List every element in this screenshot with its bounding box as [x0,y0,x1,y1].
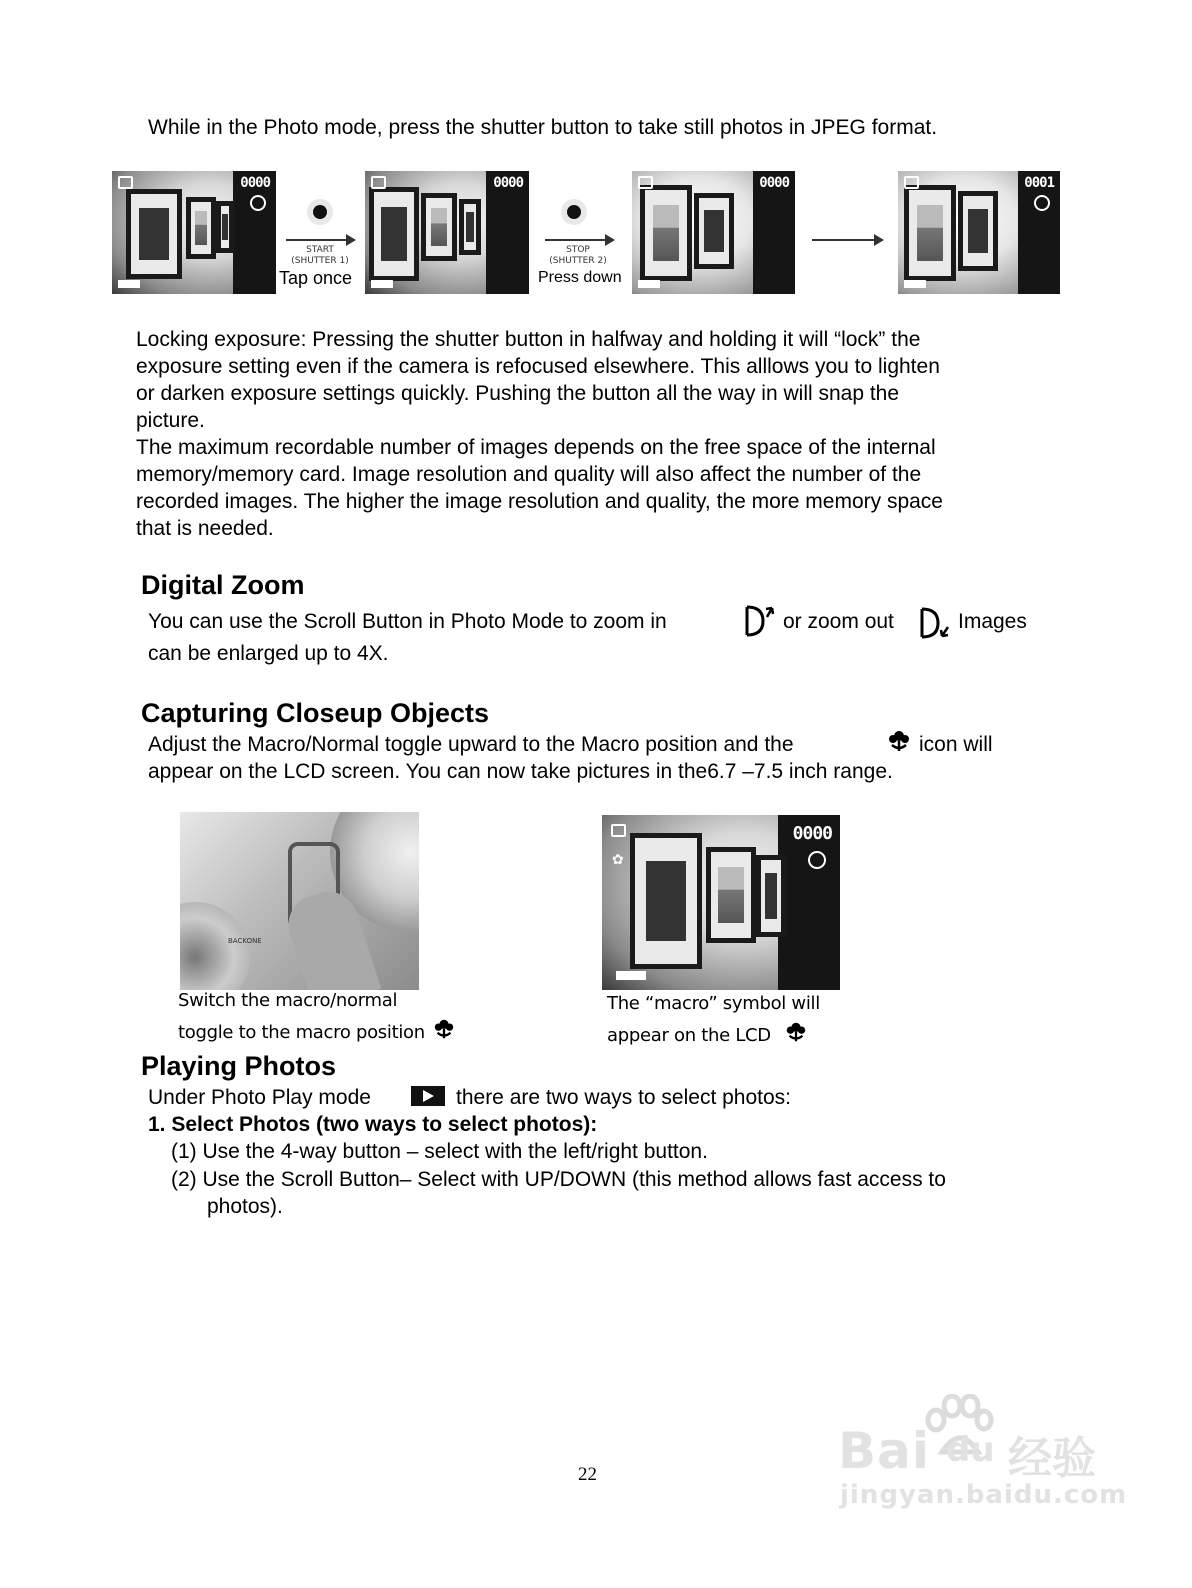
zoom-text-line2: can be enlarged up to 4X. [148,642,389,665]
arrow-icon [545,239,607,241]
playing-text-line1a: Under Photo Play mode [148,1086,371,1109]
lcd-screen-4: 0001 [898,171,1060,294]
closeup-text-line1a: Adjust the Macro/Normal toggle upward to the Macro position and the [148,733,794,756]
zoom-text-part1: You can use the Scroll Button in Photo Mode to zoom in [148,610,667,633]
page-number: 22 [578,1464,597,1485]
text-line: recorded images. The higher the image resolution and quality, the more memory space [136,490,943,513]
shutter-dot-icon [567,205,581,219]
text-line: Locking exposure: Pressing the shutter button in halfway and holding it will “lock” the [136,328,921,351]
select-method-1: (1) Use the 4-way button – select with the left/right button. [171,1140,708,1163]
locking-paragraph [136,326,943,542]
arrow-icon [812,239,876,241]
caption-right-line1: The “macro” symbol will [607,993,820,1014]
zoom-text-part2: or zoom out [783,610,894,633]
select-photos-heading: 1. Select Photos (two ways to select photos): [148,1113,598,1136]
closeup-heading: Capturing Closeup Objects [141,698,490,728]
lcd-screen-2: 0000 [365,171,529,294]
tap-once-label: Tap once [279,268,353,288]
arrow-icon [286,239,348,241]
macro-flower-icon [886,729,912,753]
camera-photo [180,812,419,990]
text-line: exposure setting even if the camera is refocused elsewhere. This alllows you to lighten [136,355,940,378]
select-method-2-cont: photos). [207,1195,283,1218]
shutter-dot-icon [313,205,327,219]
caption-right-line2: appear on the LCD [607,1025,771,1046]
lcd-macro-screen: ✿ 0000 [602,815,840,990]
intro-text: While in the Photo mode, press the shutter button to take still photos in JPEG format. [148,116,938,139]
text-line: that is needed. [136,517,274,540]
lcd-screen-3: 0000 [632,171,795,294]
press-down-label: Press down [538,269,622,286]
text-line: The maximum recordable number of images depends on the free space of the internal [136,436,936,459]
zoom-text-part3: Images [958,610,1027,633]
text-line: memory/memory card. Image resolution and quality will also affect the number of the [136,463,922,486]
playing-photos-heading: Playing Photos [141,1051,337,1081]
digital-zoom-heading: Digital Zoom [141,570,305,600]
lcd-screen-1: 0000 [112,171,276,294]
start-label: START [306,245,334,255]
zoom-out-icon [918,605,950,641]
closeup-text-line2: appear on the LCD screen. You can now take pictures in the6.7 –7.5 inch range. [148,760,893,783]
macro-flower-icon [432,1017,456,1041]
playing-text-line1b: there are two ways to select photos: [456,1086,792,1109]
camera-brand: BACKONE [228,937,262,945]
text-line: or darken exposure settings quickly. Pushing the button all the way in will snap the [136,382,900,405]
stop-sub: (SHUTTER 2) [549,256,607,266]
play-mode-icon [411,1086,445,1106]
zoom-in-icon [743,603,775,639]
macro-flower-icon: ✿ [612,851,624,867]
closeup-text-line1b: icon will [919,733,993,756]
select-method-2: (2) Use the Scroll Button– Select with UP/DOWN (this method allows fast access to [171,1168,946,1191]
text-line: picture. [136,409,205,432]
stop-label: STOP [566,245,590,255]
caption-left-line1: Switch the macro/normal [178,990,398,1011]
macro-flower-icon [784,1020,808,1044]
start-sub: (SHUTTER 1) [291,256,349,266]
caption-left-line2: toggle to the macro position [178,1022,425,1043]
